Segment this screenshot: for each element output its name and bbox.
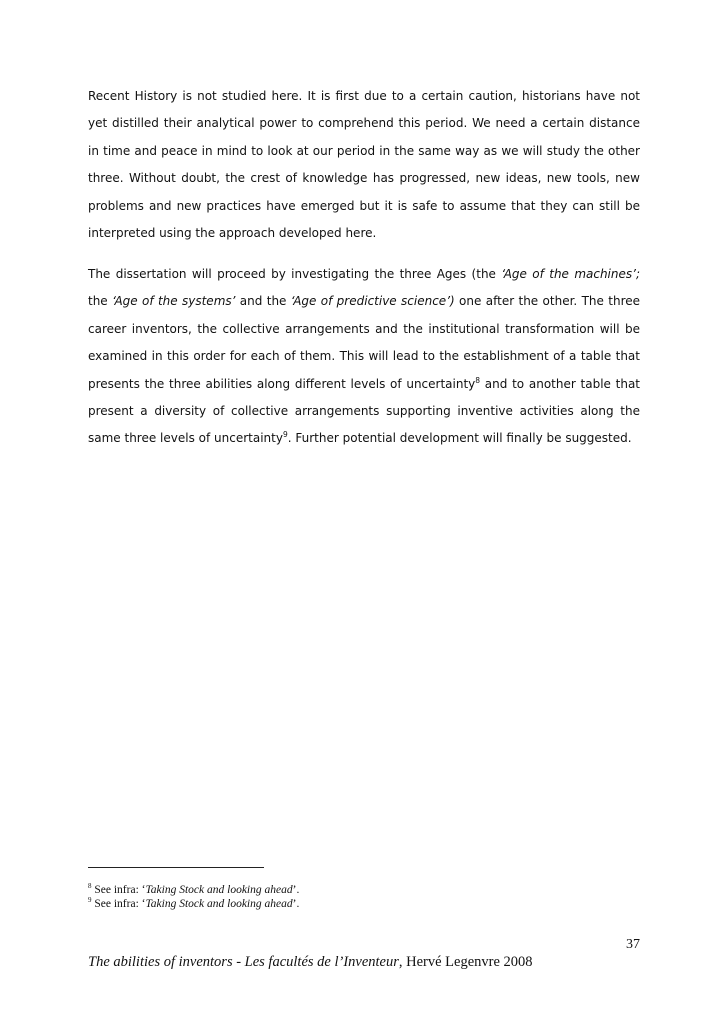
text-segment: one after the other. The three career inventors, the collective arrangements and the institutional transformation will be examined in this order for each of them. This will lead to the establishment of a table that presents the three abilities along different levels of uncertainty (88, 294, 641, 391)
text-segment: and the (235, 294, 291, 309)
footnote-9 (88, 895, 640, 912)
text-segment: The dissertation will proceed by investigating the three Ages (the (88, 267, 502, 281)
footnote-title: Taking Stock and looking ahead (145, 884, 293, 896)
italic-phrase-age-of-machines: ‘Age of the machines’; (501, 267, 640, 281)
page-number: 37 (626, 937, 640, 952)
text-segment: the (88, 294, 113, 309)
footnote-separator (88, 867, 264, 868)
footnote-prefix: See infra: ‘ (91, 884, 146, 896)
footnote-number: 9 (88, 895, 92, 904)
footnote-8 (88, 884, 640, 898)
footnote-reference-9[interactable]: 9 (282, 430, 288, 440)
footnote-suffix: ’. (292, 884, 300, 896)
footnote-prefix: See infra: ‘ (91, 897, 146, 910)
page-footer (88, 954, 533, 971)
footer-author: , Hervé Legenvre 2008 (398, 954, 533, 970)
footer-title: The abilities of inventors - Les facultés de l’Inventeur (88, 954, 399, 970)
footnotes (88, 884, 640, 911)
footnote-number: 8 (88, 882, 92, 891)
footnote-suffix: ’. (292, 897, 300, 910)
text-segment: . Further potential development will finally be suggested. (287, 431, 632, 446)
text-segment: and to another table that present a diversity of collective arrangements supporting inventive activities along the same three levels of uncertainty (88, 376, 641, 446)
body-paragraph-2 (88, 261, 640, 453)
italic-phrase-age-of-predictive-science: ‘Age of predictive science’) (290, 294, 455, 309)
body-paragraph-1: Recent History is not studied here. It is first due to a certain caution, historians have not yet distilled their analytical power to comprehend this period. We need a certain distance in time and peace in mind to look at our period in the same way as we will study the other three. Without doubt, the crest of knowledge has progressed, new ideas, new tools, new problems and new practices have emerged but it is safe to assume that they can still be interpreted using the approach developed here. (88, 89, 640, 241)
footnote-title: Taking Stock and looking ahead (145, 897, 293, 910)
italic-phrase-age-of-systems: ‘Age of the systems’ (112, 294, 236, 309)
footnote-reference-8[interactable]: 8 (475, 375, 481, 385)
